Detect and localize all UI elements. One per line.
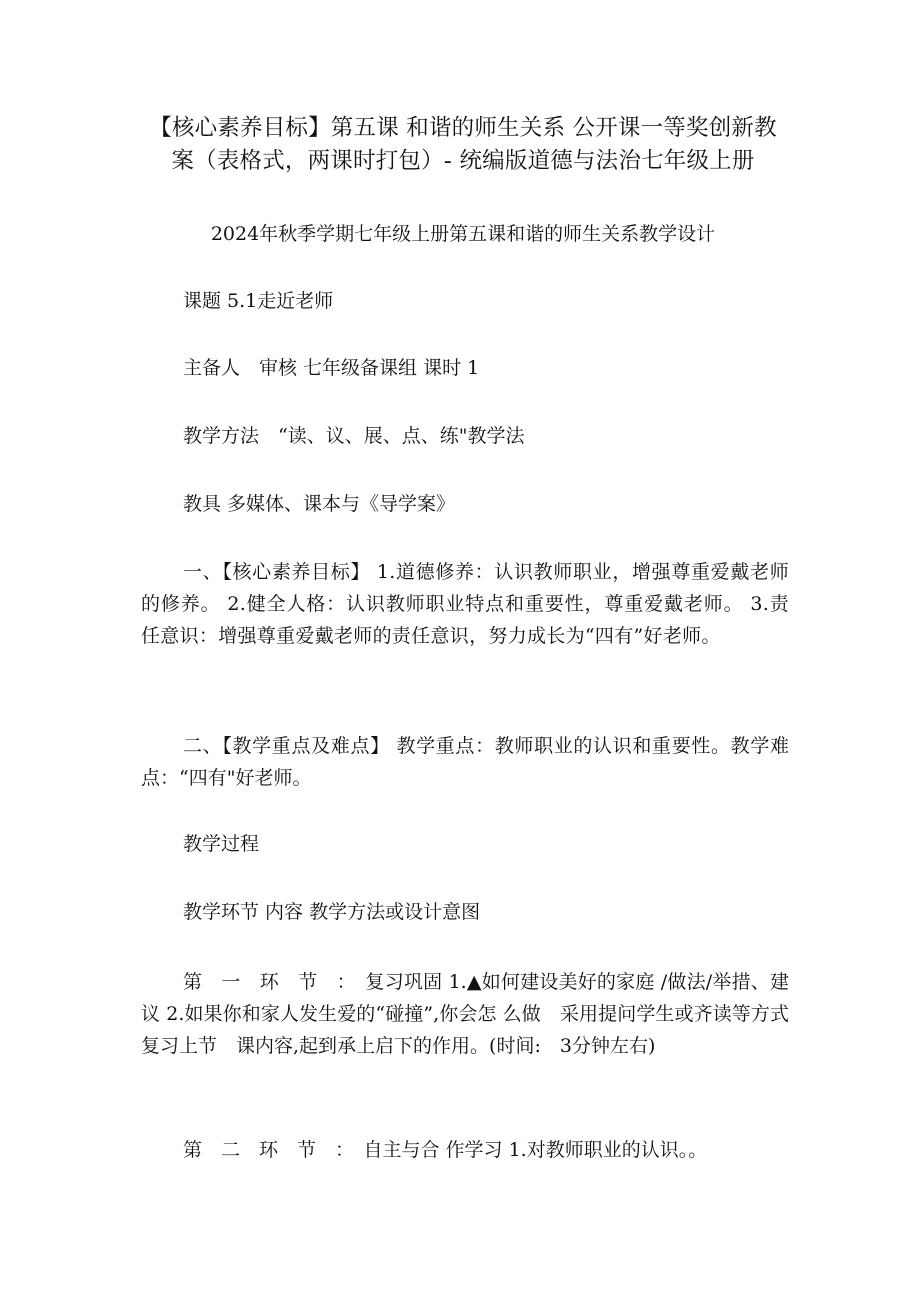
lesson-topic: 课题 5.1走近老师 <box>183 290 334 312</box>
core-goals-section: 一、【核心素养目标】 1.道德修养：认识教师职业，增强尊重爱戴老师的修养。 2.健全人格：认识教师职业特点和重要性，尊重爱戴老师。 3.责任意识：增强尊重爱戴老师的责任意识，努力成长为“四有”好老师。 <box>141 561 789 647</box>
table-header-row: 教学环节 内容 教学方法或设计意图 <box>183 901 481 923</box>
key-points-section: 二、【教学重点及难点】 教学重点：教师职业的认识和重要性。教学难点：“四有"好老师。 <box>141 735 789 789</box>
teaching-aids: 教具 多媒体、课本与《导学案》 <box>183 493 456 515</box>
stage-one-row: 第 一 环 节 ： 复习巩固 1.▲如何建设美好的家庭 /做法/举措、建 议 2.如果你和家人发生爱的“碰撞”,你会怎 么做 采用提问学生或齐读等方式复习上节 课内容,起到承上启下的作用。(时间: 3分钟左右) <box>141 971 789 1057</box>
stage-two-row: 第 二 环 节 ： 自主与合 作学习 1.对教师职业的认识。。 <box>183 1139 708 1161</box>
document-title: 【核心素养目标】第五课 和谐的师生关系 公开课一等奖创新教案（表格式，两课时打包）- 统编版道德与法治七年级上册 <box>149 115 777 174</box>
preparer-line: 主备人 审核 七年级备课组 课时 1 <box>183 357 480 379</box>
document-subtitle: 2024年秋季学期七年级上册第五课和谐的师生关系教学设计 <box>210 223 716 245</box>
teaching-method: 教学方法 “读、议、展、点、练"教学法 <box>183 425 525 447</box>
process-heading: 教学过程 <box>183 833 260 855</box>
